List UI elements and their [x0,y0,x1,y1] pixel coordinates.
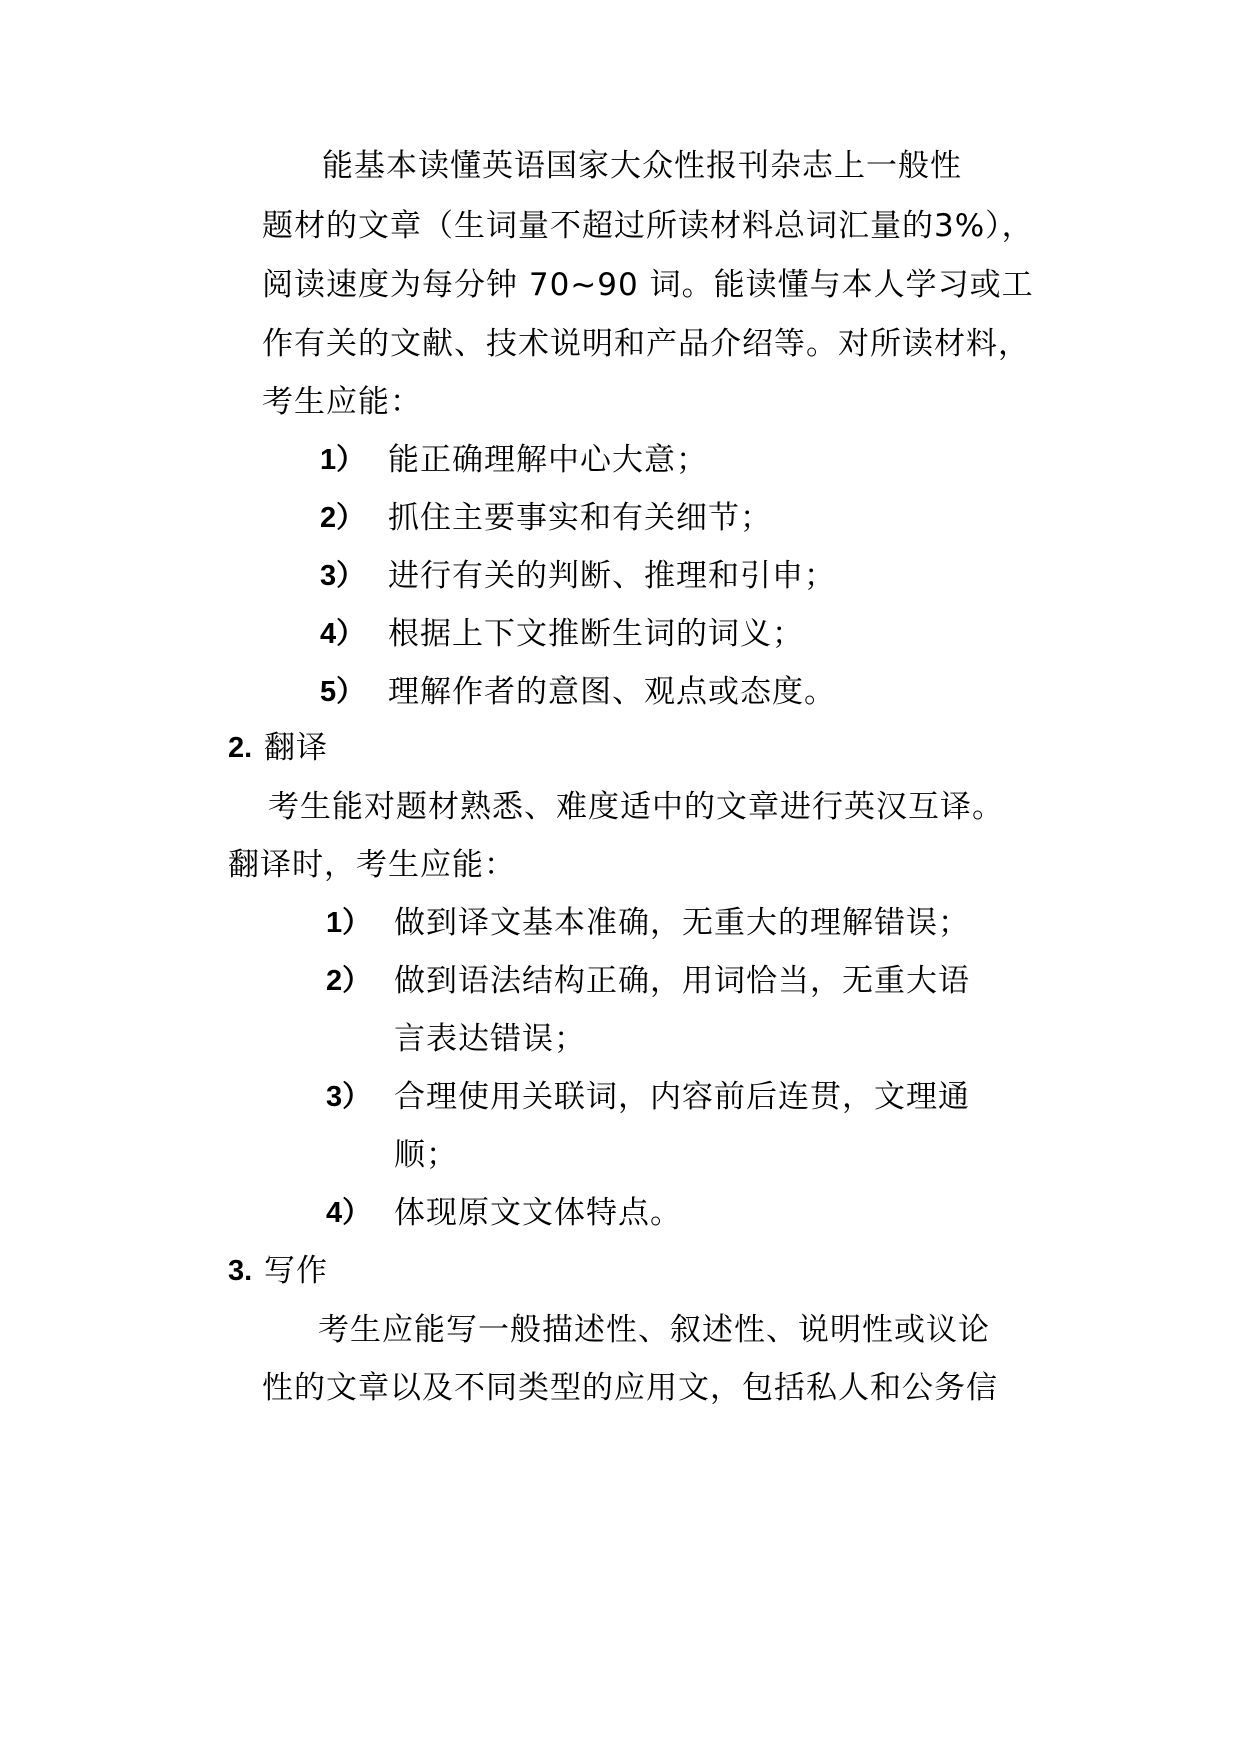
list-number: 2） [320,502,366,534]
list-item-continuation: 言表达错误； [394,1021,586,1057]
list-number: 3） [326,1081,372,1113]
paragraph-line: 翻译时，考生应能： [228,847,516,883]
list-number: 3） [320,560,366,592]
paragraph-line: 题材的文章（生词量不超过所读材料总词汇量的3%）， [262,208,1034,244]
list-number: 1） [326,907,372,939]
paragraph-line: 作有关的文献、技术说明和产品介绍等。对所读材料， [262,326,1030,362]
list-number: 2） [326,965,372,997]
list-number: 4） [320,618,366,650]
section-title: 翻译 [264,730,328,766]
list-item: 理解作者的意图、观点或态度。 [388,674,836,710]
list-number: 1） [320,444,366,476]
section-title: 写作 [264,1253,328,1289]
paragraph-line: 考生能对题材熟悉、难度适中的文章进行英汉互译。 [268,789,1004,825]
list-number: 5） [320,676,366,708]
list-number: 4） [326,1197,372,1229]
paragraph-line: 考生应能写一般描述性、叙述性、说明性或议论 [318,1312,990,1348]
list-item: 根据上下文推断生词的词义； [388,616,804,652]
paragraph-line: 能基本读懂英语国家大众性报刊杂志上一般性 [322,148,962,184]
list-item-continuation: 顺； [394,1137,458,1173]
paragraph-line: 阅读速度为每分钟 70~90 词。能读懂与本人学习或工 [262,267,1034,303]
list-item: 进行有关的判断、推理和引申； [388,558,836,594]
list-item: 抓住主要事实和有关细节； [388,500,772,536]
paragraph-line: 考生应能： [262,384,422,420]
list-item: 能正确理解中心大意； [388,442,708,478]
section-number: 2. [228,732,253,764]
list-item: 做到语法结构正确，用词恰当，无重大语 [394,963,970,999]
list-item: 做到译文基本准确，无重大的理解错误； [394,905,970,941]
list-item: 体现原文文体特点。 [394,1195,682,1231]
section-number: 3. [228,1255,253,1287]
paragraph-line: 性的文章以及不同类型的应用文，包括私人和公务信 [262,1370,998,1406]
list-item: 合理使用关联词，内容前后连贯，文理通 [394,1079,970,1115]
